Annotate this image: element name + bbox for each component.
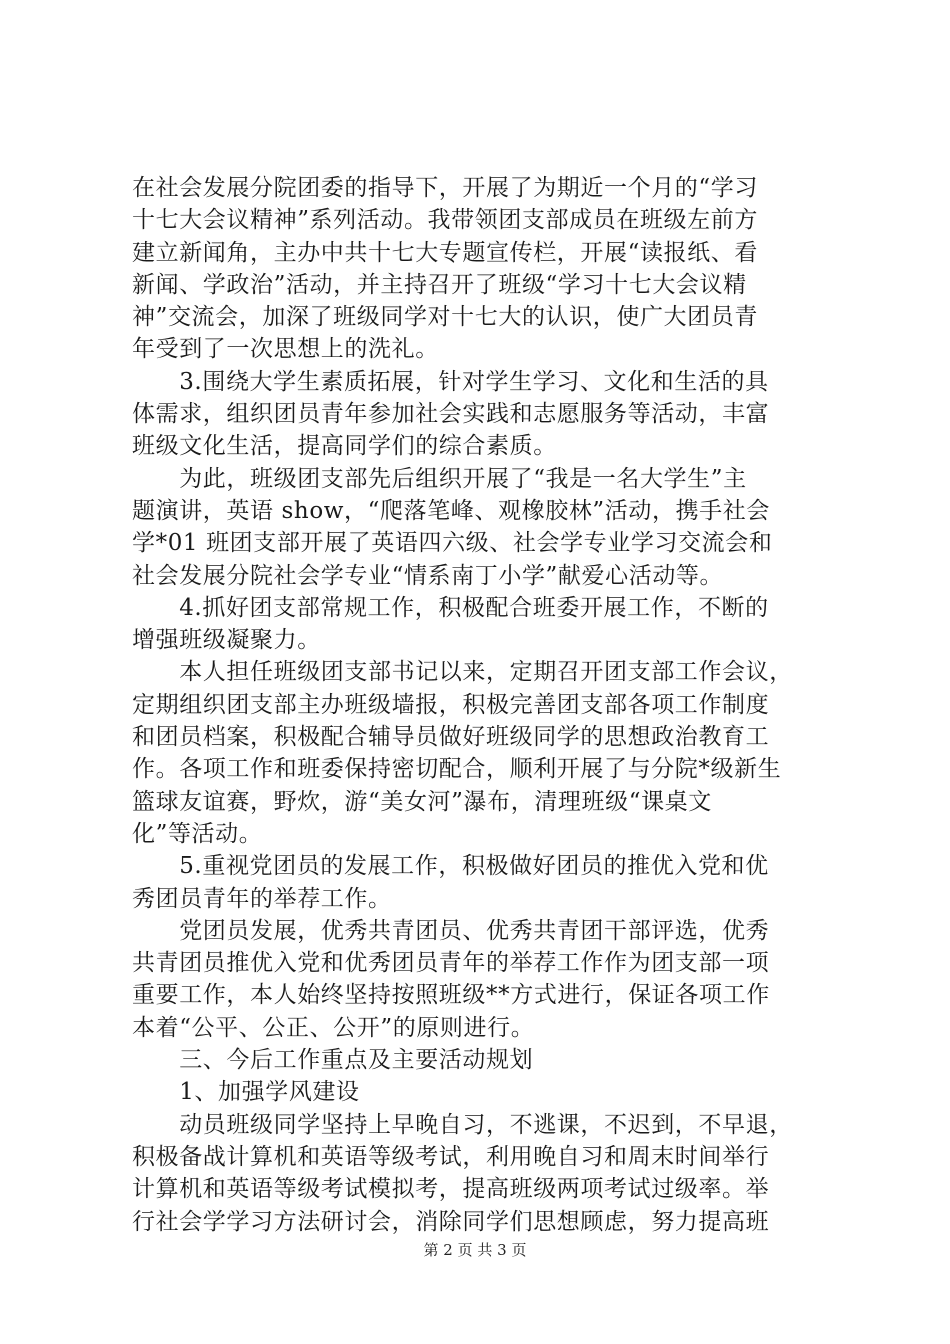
text-line: 社会发展分院社会学专业“情系南丁小学”献爱心活动等。 (132, 562, 724, 589)
text-line: 动员班级同学坚持上早晚自习，不逃课，不迟到，不早退， (132, 1111, 793, 1138)
text-line: 化”等活动。 (132, 820, 263, 847)
text-line: 秀团员青年的举荐工作。 (132, 885, 392, 912)
text-line: 题演讲，英语 show，“爬落笔峰、观橡胶林”活动，携手社会 (132, 497, 770, 524)
text-line: 篮球友谊赛，野炊，游“美女河”瀑布，清理班级“课桌文 (132, 788, 712, 815)
text-line: 1、加强学风建设 (132, 1079, 360, 1106)
text-line: 三、今后工作重点及主要活动规划 (132, 1047, 534, 1074)
text-line: 本着“公平、公正、公开”的原则进行。 (132, 1014, 535, 1041)
text-line: 5.重视党团员的发展工作，积极做好团员的推优入党和优 (132, 853, 769, 880)
text-line: 本人担任班级团支部书记以来，定期召开团支部工作会议， (132, 659, 793, 686)
text-line: 体需求，组织团员青年参加社会实践和志愿服务等活动，丰富 (132, 401, 770, 428)
text-line: 神”交流会，加深了班级同学对十七大的认识，使广大团员青 (132, 304, 758, 331)
text-line: 新闻、学政治”活动，并主持召开了班级“学习十七大会议精 (132, 271, 747, 298)
page-footer: 第 2 页 共 3 页 (423, 1241, 527, 1259)
text-line: 定期组织团支部主办班级墙报，积极完善团支部各项工作制度 (132, 691, 770, 718)
text-line: 4.抓好团支部常规工作，积极配合班委开展工作，不断的 (132, 594, 769, 621)
text-line: 建立新闻角，主办中共十七大专题宣传栏，开展“读报纸、看 (132, 239, 758, 266)
text-line: 班级文化生活，提高同学们的综合素质。 (132, 433, 557, 460)
text-line: 作。各项工作和班委保持密切配合，顺利开展了与分院*级新生 (132, 756, 782, 783)
text-line: 十七大会议精神”系列活动。我带领团支部成员在班级左前方 (132, 207, 758, 234)
text-line: 年受到了一次思想上的洗礼。 (132, 336, 439, 363)
text-line: 和团员档案，积极配合辅导员做好班级同学的思想政治教育工 (132, 724, 770, 751)
text-line: 3.围绕大学生素质拓展，针对学生学习、文化和生活的具 (132, 368, 769, 395)
text-line: 党团员发展，优秀共青团员、优秀共青团干部评选，优秀 (132, 917, 770, 944)
text-line: 行社会学学习方法研讨会，消除同学们思想顾虑，努力提高班 (132, 1208, 770, 1235)
text-line: 共青团员推优入党和优秀团员青年的举荐工作作为团支部一项 (132, 950, 770, 977)
text-line: 学*01 班团支部开展了英语四六级、社会学专业学习交流会和 (132, 530, 773, 557)
text-line: 为此，班级团支部先后组织开展了“我是一名大学生”主 (132, 465, 747, 492)
document-body (132, 172, 832, 1238)
text-line: 计算机和英语等级考试模拟考，提高班级两项考试过级率。举 (132, 1176, 770, 1203)
text-line: 在社会发展分院团委的指导下，开展了为期近一个月的“学习 (132, 175, 758, 201)
text-line: 重要工作，本人始终坚持按照班级**方式进行，保证各项工作 (132, 982, 770, 1009)
text-line: 增强班级凝聚力。 (132, 627, 321, 654)
text-line: 积极备战计算机和英语等级考试，利用晚自习和周末时间举行 (132, 1143, 770, 1170)
